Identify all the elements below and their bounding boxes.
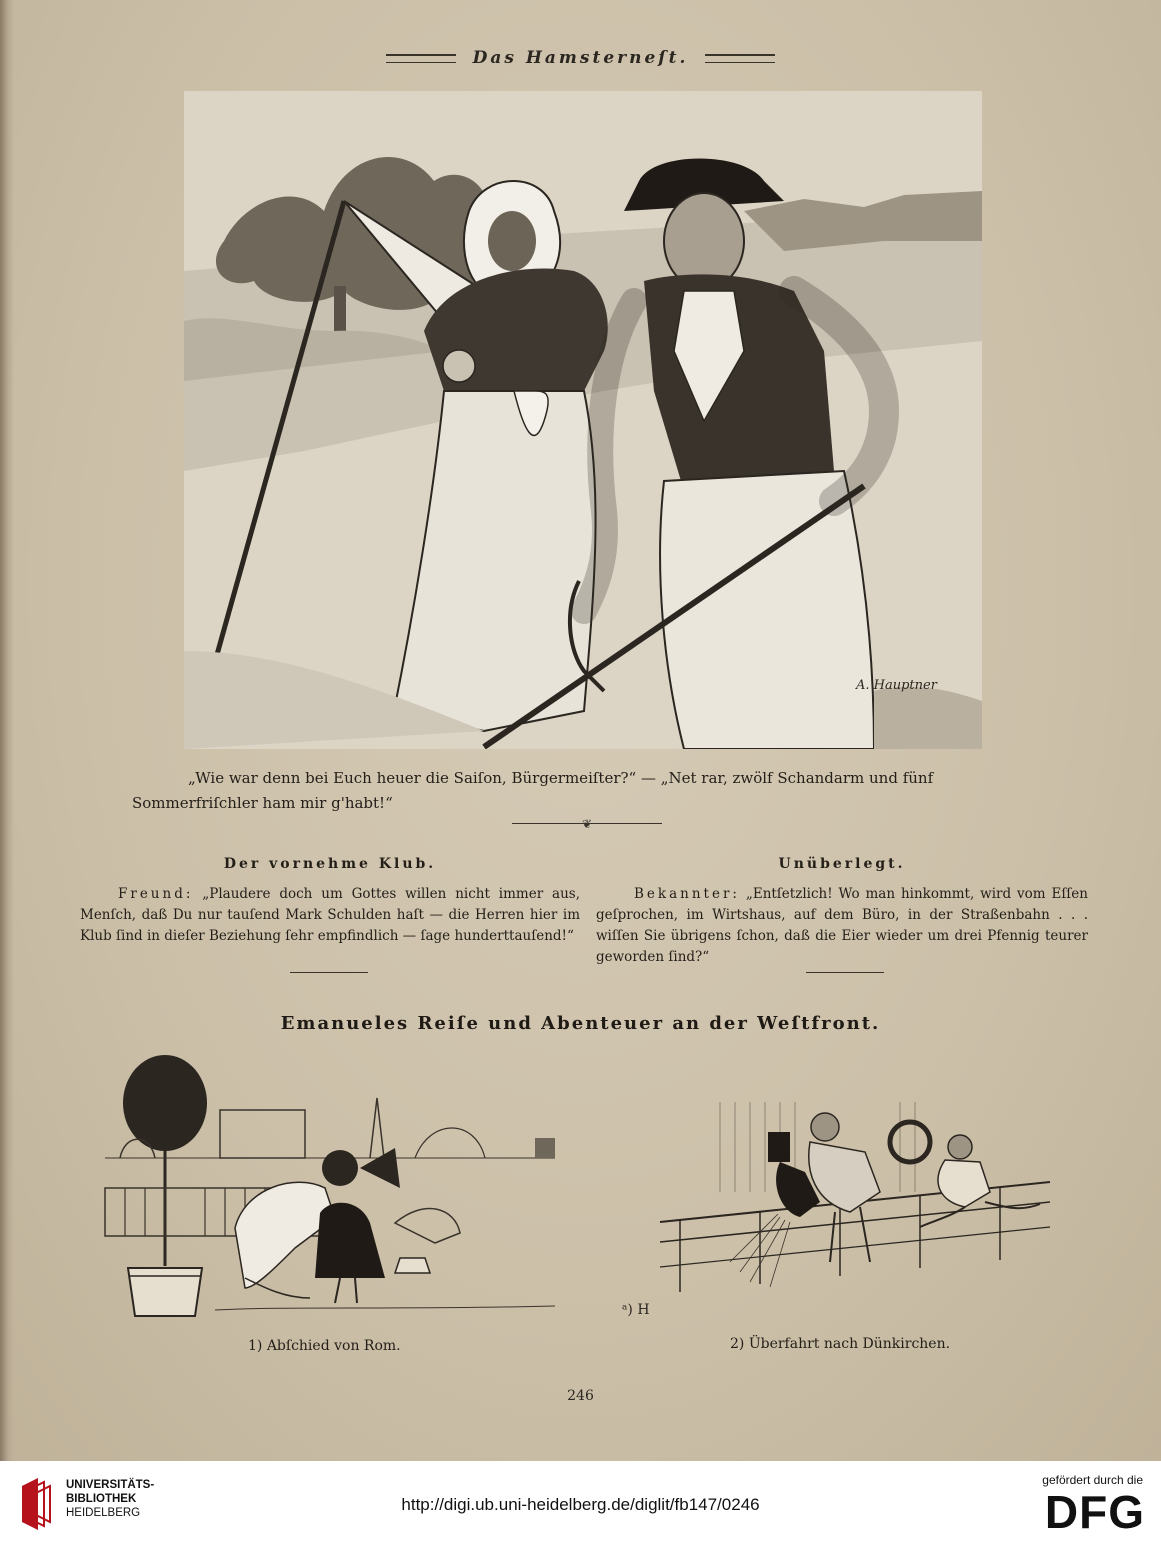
main-illustration [184,91,982,749]
dfg-logo: DFG [1044,1486,1145,1538]
left-column-text [80,884,580,947]
left-column-end-rule [290,972,368,973]
comic-panel-2 [620,1092,1060,1322]
comic-panel-2-drawing [620,1092,1060,1322]
header-ornament-right [705,54,775,63]
artist-signature: A. Hauptner [856,678,937,693]
permalink-url[interactable]: http://digi.ub.uni-heidelberg.de/diglit/fb147/0246 [401,1495,760,1514]
comic-panel-1-drawing [95,1048,565,1320]
comic-panel-1-caption: 1) Abſchied von Rom. [248,1338,401,1354]
digitization-footer [0,1461,1161,1548]
running-header [0,48,1161,68]
library-name-line-1: UNIVERSITÄTS- [66,1479,155,1491]
divider-ornament: ❦ [581,817,593,831]
left-column-body: „Plaudere doch um Gottes willen nicht immer aus, Menſch, daß Du nur tauſend Mark Schulden haſt — die Herren hier im Klub ſind in dieſer Beziehung ſehr empfindlich — ſage hunderttauſend!“ [80,886,580,944]
section-divider [512,817,662,831]
header-title: Das Hamsterneſt. [472,48,689,68]
left-column-title: Der vornehme Klub. [223,856,437,872]
funding-label: gefördert durch die [1042,1473,1143,1487]
comic-panel-2-caption: 2) Überfahrt nach Dünkirchen. [730,1336,951,1352]
left-column-speaker: Freund: [118,886,194,902]
series-title: Emanueles Reiſe und Abenteuer an der Weſtfront. [280,1013,881,1034]
right-column-title: Unüberlegt. [778,856,906,872]
right-column-body: „Entſetzlich! Wo man hinkommt, wird vom Eſſen geſprochen, im Wirtshaus, auf dem Büro, in der Straßenbahn . . . wiſſen Sie übrigens ſchon, daß die Eier wieder um drei Pfennig teurer geworden ſind?“ [596,886,1088,965]
comic-panel-2-signature: ᵃ) H [622,1302,650,1318]
main-caption-line-2: Sommerfriſchler ham mir g'habt!“ [132,794,393,812]
right-column-text [596,884,1088,968]
main-caption [132,766,1044,816]
header-ornament-left [386,54,456,63]
library-name-line-3: HEIDELBERG [66,1507,141,1519]
main-illustration-drawing [184,91,982,749]
page-spine-shadow [0,0,14,1461]
library-name-line-2: BIBLIOTHEK [66,1493,137,1505]
comic-panel-1 [95,1048,565,1320]
right-column-end-rule [806,972,884,973]
main-caption-line-1 [132,766,1044,791]
main-caption-line-1-text: „Wie war denn bei Euch heuer die Saiſon, Bürgermeiſter?“ — „Net rar, zwölf Schandarm und fünf [188,769,934,787]
right-column-speaker: Bekannter: [634,886,740,902]
page-number: 246 [567,1388,594,1404]
